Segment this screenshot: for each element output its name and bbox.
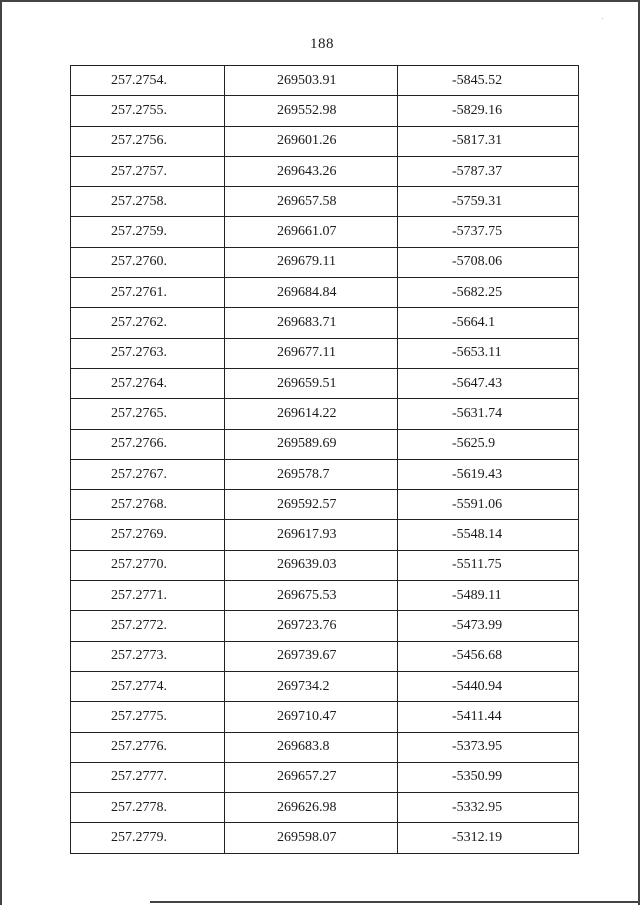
- y-coordinate-cell: -5473.99: [398, 611, 579, 641]
- table-row: [71, 217, 579, 247]
- table-row: [71, 702, 579, 732]
- y-coordinate-cell: -5548.14: [398, 520, 579, 550]
- table-row: [71, 490, 579, 520]
- point-id-cell: 257.2754.: [71, 66, 225, 96]
- x-coordinate-cell: 269657.27: [225, 762, 398, 792]
- point-id-cell: 257.2770.: [71, 550, 225, 580]
- table-row: [71, 520, 579, 550]
- x-coordinate-cell: 269739.67: [225, 641, 398, 671]
- table-row: [71, 126, 579, 156]
- y-coordinate-cell: -5737.75: [398, 217, 579, 247]
- y-coordinate-cell: -5664.1: [398, 308, 579, 338]
- point-id-cell: 257.2768.: [71, 490, 225, 520]
- y-coordinate-cell: -5456.68: [398, 641, 579, 671]
- y-coordinate-cell: -5845.52: [398, 66, 579, 96]
- x-coordinate-cell: 269659.51: [225, 368, 398, 398]
- table-row: [71, 793, 579, 823]
- x-coordinate-cell: 269552.98: [225, 96, 398, 126]
- y-coordinate-cell: -5829.16: [398, 96, 579, 126]
- point-id-cell: 257.2777.: [71, 762, 225, 792]
- x-coordinate-cell: 269734.2: [225, 671, 398, 701]
- point-id-cell: 257.2772.: [71, 611, 225, 641]
- point-id-cell: 257.2755.: [71, 96, 225, 126]
- point-id-cell: 257.2767.: [71, 459, 225, 489]
- point-id-cell: 257.2769.: [71, 520, 225, 550]
- table-row: [71, 641, 579, 671]
- table-row: [71, 156, 579, 186]
- table-row: [71, 762, 579, 792]
- x-coordinate-cell: 269677.11: [225, 338, 398, 368]
- y-coordinate-cell: -5440.94: [398, 671, 579, 701]
- x-coordinate-cell: 269684.84: [225, 278, 398, 308]
- x-coordinate-cell: 269578.7: [225, 459, 398, 489]
- y-coordinate-cell: -5350.99: [398, 762, 579, 792]
- coordinates-table: [70, 65, 579, 854]
- x-coordinate-cell: 269710.47: [225, 702, 398, 732]
- point-id-cell: 257.2774.: [71, 671, 225, 701]
- y-coordinate-cell: -5312.19: [398, 823, 579, 853]
- table-row: [71, 187, 579, 217]
- y-coordinate-cell: -5817.31: [398, 126, 579, 156]
- y-coordinate-cell: -5625.9: [398, 429, 579, 459]
- table-row: [71, 459, 579, 489]
- point-id-cell: 257.2763.: [71, 338, 225, 368]
- x-coordinate-cell: 269657.58: [225, 187, 398, 217]
- table-row: [71, 278, 579, 308]
- point-id-cell: 257.2765.: [71, 399, 225, 429]
- x-coordinate-cell: 269589.69: [225, 429, 398, 459]
- x-coordinate-cell: 269643.26: [225, 156, 398, 186]
- y-coordinate-cell: -5411.44: [398, 702, 579, 732]
- point-id-cell: 257.2776.: [71, 732, 225, 762]
- point-id-cell: 257.2764.: [71, 368, 225, 398]
- table-row: [71, 611, 579, 641]
- x-coordinate-cell: 269617.93: [225, 520, 398, 550]
- table-row: [71, 671, 579, 701]
- point-id-cell: 257.2758.: [71, 187, 225, 217]
- table-row: [71, 247, 579, 277]
- table-row: [71, 96, 579, 126]
- table-row: [71, 732, 579, 762]
- y-coordinate-cell: -5653.11: [398, 338, 579, 368]
- y-coordinate-cell: -5631.74: [398, 399, 579, 429]
- point-id-cell: 257.2773.: [71, 641, 225, 671]
- x-coordinate-cell: 269626.98: [225, 793, 398, 823]
- y-coordinate-cell: -5332.95: [398, 793, 579, 823]
- y-coordinate-cell: -5682.25: [398, 278, 579, 308]
- point-id-cell: 257.2778.: [71, 793, 225, 823]
- x-coordinate-cell: 269683.71: [225, 308, 398, 338]
- table-row: [71, 823, 579, 853]
- point-id-cell: 257.2775.: [71, 702, 225, 732]
- point-id-cell: 257.2779.: [71, 823, 225, 853]
- x-coordinate-cell: 269598.07: [225, 823, 398, 853]
- table-row: [71, 66, 579, 96]
- point-id-cell: 257.2771.: [71, 581, 225, 611]
- table-row: [71, 368, 579, 398]
- y-coordinate-cell: -5511.75: [398, 550, 579, 580]
- x-coordinate-cell: 269679.11: [225, 247, 398, 277]
- x-coordinate-cell: 269592.57: [225, 490, 398, 520]
- x-coordinate-cell: 269503.91: [225, 66, 398, 96]
- x-coordinate-cell: 269683.8: [225, 732, 398, 762]
- point-id-cell: 257.2761.: [71, 278, 225, 308]
- y-coordinate-cell: -5373.95: [398, 732, 579, 762]
- x-coordinate-cell: 269661.07: [225, 217, 398, 247]
- y-coordinate-cell: -5489.11: [398, 581, 579, 611]
- page-number: 188: [310, 36, 334, 52]
- x-coordinate-cell: 269601.26: [225, 126, 398, 156]
- point-id-cell: 257.2766.: [71, 429, 225, 459]
- y-coordinate-cell: -5708.06: [398, 247, 579, 277]
- y-coordinate-cell: -5591.06: [398, 490, 579, 520]
- x-coordinate-cell: 269639.03: [225, 550, 398, 580]
- point-id-cell: 257.2760.: [71, 247, 225, 277]
- page-bottom-edge: [150, 901, 640, 903]
- point-id-cell: 257.2762.: [71, 308, 225, 338]
- table-row: [71, 338, 579, 368]
- y-coordinate-cell: -5759.31: [398, 187, 579, 217]
- y-coordinate-cell: -5619.43: [398, 459, 579, 489]
- table-row: [71, 399, 579, 429]
- point-id-cell: 257.2756.: [71, 126, 225, 156]
- scan-speck: [602, 18, 603, 19]
- table-row: [71, 581, 579, 611]
- table-row: [71, 550, 579, 580]
- table-row: [71, 429, 579, 459]
- x-coordinate-cell: 269723.76: [225, 611, 398, 641]
- x-coordinate-cell: 269675.53: [225, 581, 398, 611]
- point-id-cell: 257.2757.: [71, 156, 225, 186]
- y-coordinate-cell: -5647.43: [398, 368, 579, 398]
- table-row: [71, 308, 579, 338]
- y-coordinate-cell: -5787.37: [398, 156, 579, 186]
- point-id-cell: 257.2759.: [71, 217, 225, 247]
- x-coordinate-cell: 269614.22: [225, 399, 398, 429]
